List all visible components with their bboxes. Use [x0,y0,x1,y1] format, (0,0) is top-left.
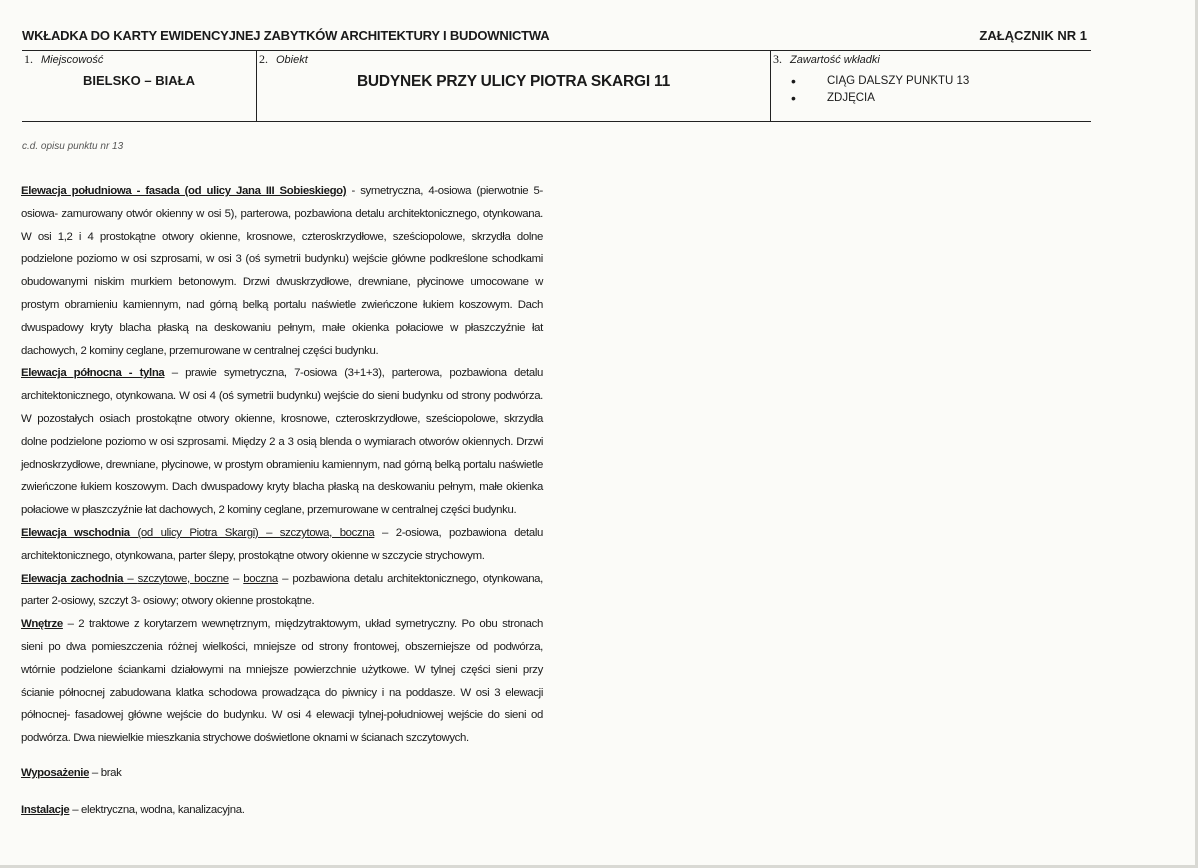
header [22,25,1087,45]
installations-heading: Instalacje [21,803,70,816]
west-elevation-separator: – [123,572,138,585]
west-elevation-heading: Elewacja zachodnia [21,572,124,585]
east-elevation-subheading: (od ulicy Piotra Skargi) – szczytowa, boczna [129,526,375,539]
east-elevation-text: – 2-osiowa, pozbawiona detalu architektonicznego, otynkowana, parter ślepy, prostokątne otwory okienne w szczycie strychowym. [21,526,544,562]
west-elevation-subheading: szczytowe, boczne [137,572,229,585]
locality-label: Miejscowość [41,54,104,66]
description-body [21,180,543,822]
east-elevation-paragraph [21,522,543,568]
west-elevation-paragraph [21,568,543,614]
equipment-text: – brak [89,766,122,779]
equipment-heading: Wyposażenie [21,766,90,779]
installations-paragraph [21,799,543,822]
north-elevation-heading: Elewacja północna - tylna [21,367,165,380]
locality-number: 1. [24,52,33,66]
south-elevation-paragraph [21,180,543,362]
west-elevation-subheading-2: boczna [243,572,278,585]
interior-paragraph [21,613,543,750]
contents-list [791,73,969,107]
interior-heading: Wnętrze [21,618,63,631]
north-elevation-text: – prawie symetryczna, 7-osiowa (3+1+3), parterowa, pozbawiona detalu architektonicznego, otynkowana. W osi 4 (oś symetrii budynku) wejście do sieni budynku od strony podwórza. W pozostałych osiach prostokątne otwory okienne, krosnowe, czteroskrzydłowe, sześciopolowe, skrzydła dolne podzielone poziomo w osi szprosami. Między 2 a 3 osią blenda o wymiarach otworów okiennych. Drzwi jednoskrzydłowe, drewniane, płycinowe, w prostym obramieniu kamiennym, nad górną belką portalu naświetle zwieńczone łukiem koszowym. Dach dwuspadowy kryty blacha płaską na deskowaniu pełnym, małe okienka połaciowe w płaszczyźnie łat dachowych, 2 kominy ceglane, przemurowane w centralnej części budynku. [21,367,543,517]
west-elevation-text: – pozbawiona detalu architektonicznego, otynkowana, parter 2-osiowy, szczyt 3- osiowy; otwory okienne prostokątne. [21,572,543,608]
interior-text: – 2 traktowe z korytarzem wewnętrznym, międzytraktowym, układ symetryczny. Po obu stronach sieni po dwa pomieszczenia różnej wielkości, mniejsze od strony frontowej, obszerniejsze od podwórza, wtórnie podzielone ściankami działowymi na mniejsze powierzchnie użytkowe. W tylnej części sieni przy ścianie północnej zabudowana klatka schodowa prowadząca do piwnicy i na poddasze. W osi 3 elewacji północnej- fasadowej główne wejście do budynku. W osi 4 elewacji tylnej-południowej wejście do sieni od podwórza. Dwa niewielkie mieszkania strychowe doświetlone oknami w ścianach szczytowych. [21,618,543,745]
contents-item: • ZDJĘCIA [791,90,969,107]
continuation-note: c.d. opisu punktu nr 13 [22,141,124,152]
object-number: 2. [259,52,268,66]
west-elevation-separator-2: – [228,572,244,585]
south-elevation-text: - symetryczna, 4-osiowa (pierwotnie 5-osiowa- zamurowany otwór okienny w osi 5), parterowa, pozbawiona detalu architektonicznego, otynkowana. W osi 1,2 i 4 prostokątne otwory okienne, krosnowe, czteroskrzydłowe, sześciopolowe, skrzydła dolne podzielone poziomo w osi szprosami, w osi 3 (oś symetrii budynku) wejście główne podkreślone schodkami obudowanymi niskim murkiem betonowym. Drzwi dwuskrzydłowe, drewniane, płycinowe umocowane w prostym obramieniu kamiennym, nad górną belką portalu naświetle zwieńczone łukiem koszowym. Dach dwuspadowy kryty blacha płaską na deskowaniu pełnym, małe okienka połaciowe w płaszczyźnie łat dachowych, 2 kominy ceglane, przemurowane w centralnej części budynku. [21,185,543,357]
locality-value: BIELSKO – BIAŁA [83,73,195,88]
object-label: Obiekt [276,54,308,66]
locality-cell [22,51,256,121]
north-elevation-paragraph [21,362,543,522]
contents-cell [770,51,1091,121]
south-elevation-heading: Elewacja południowa - fasada (od ulicy Jana III Sobieskiego) [21,185,347,197]
installations-text: – elektryczna, wodna, kanalizacyjna. [69,803,245,816]
east-elevation-heading: Elewacja wschodnia [21,526,130,539]
info-table [22,50,1091,122]
contents-label: Zawartość wkładki [790,54,880,66]
object-cell [256,51,770,121]
annex-number: ZAŁĄCZNIK NR 1 [979,27,1087,43]
form-title: WKŁADKA DO KARTY EWIDENCYJNEJ ZABYTKÓW ARCHITEKTURY I BUDOWNICTWA [22,27,550,43]
contents-item: • CIĄG DALSZY PUNKTU 13 [791,73,969,90]
contents-number: 3. [773,52,782,66]
equipment-paragraph [21,762,543,785]
object-value: BUDYNEK PRZY ULICY PIOTRA SKARGI 11 [356,73,671,90]
